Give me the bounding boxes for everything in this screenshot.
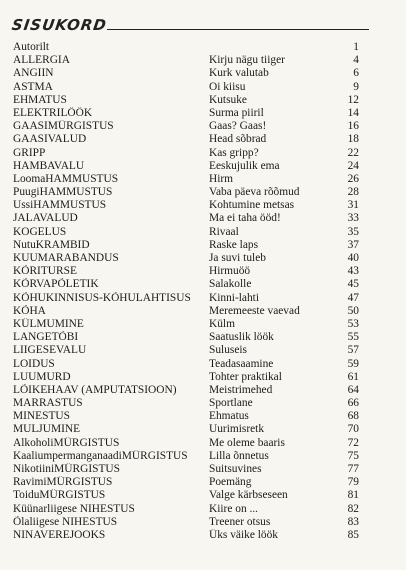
topic-name: LOIDUS: [13, 357, 55, 370]
topic-name: KÕRITURSE: [13, 265, 77, 278]
story-title: Raske laps: [209, 238, 259, 251]
page-number: 37: [347, 238, 359, 251]
story-title: Kutsuke: [209, 93, 247, 106]
page-number: 40: [347, 252, 359, 264]
story-title: Me oleme baaris: [209, 436, 285, 449]
page-number: 43: [347, 265, 359, 278]
toc-entry: [13, 94, 359, 107]
toc-entry: [13, 173, 359, 186]
toc-entry: [13, 292, 359, 305]
topic-name: GAASIVALUD: [13, 133, 87, 146]
story-title: Uurimisretk: [209, 423, 265, 436]
story-title: Treener otsus: [209, 515, 271, 528]
story-title: Külm: [209, 317, 235, 330]
page-number: 26: [347, 172, 359, 185]
story-title: Meistrimehed: [209, 383, 273, 396]
page-number: 77: [347, 463, 359, 475]
story-title: Head sõbrad: [209, 133, 267, 146]
page-number: 4: [353, 54, 359, 67]
title-underline: [107, 29, 369, 30]
toc-entry: [13, 384, 359, 397]
toc-entry: [13, 344, 359, 357]
story-title: Teadasaamine: [209, 357, 274, 370]
toc-entry: [13, 463, 359, 476]
topic-name: KÕHUKINNISUS-KÕHULAHTISUS: [13, 291, 191, 304]
topic-name: KÕHA: [13, 304, 46, 317]
story-title: Meremeeste vaevad: [209, 304, 300, 317]
toc-list: [13, 41, 359, 542]
toc-entry: [13, 107, 359, 120]
toc-entry: [13, 450, 359, 463]
story-title: Gaas? Gaas!: [209, 120, 267, 133]
page-number: 9: [353, 80, 359, 93]
story-title: Kurk valutab: [209, 67, 269, 80]
toc-entry: [13, 67, 359, 80]
topic-name: NutuKRAMBID: [13, 238, 90, 251]
topic-name: MULJUMINE: [13, 423, 81, 436]
story-title: Vaba päeva rõõmud: [209, 186, 300, 199]
topic-name: PuugiHAMMUSTUS: [13, 186, 113, 199]
story-title: Ja suvi tuleb: [209, 252, 266, 264]
story-title: Saatuslik löök: [209, 331, 274, 344]
page-number: 53: [347, 317, 359, 330]
topic-name: HAMBAVALU: [13, 159, 85, 172]
page-number: 68: [347, 410, 359, 423]
toc-entry: [13, 41, 359, 54]
story-title: Rivaal: [209, 225, 239, 238]
toc-entry: [13, 147, 359, 160]
page-number: 12: [347, 93, 359, 106]
story-title: Kohtumine metsas: [209, 199, 295, 212]
story-title: Kirju nägu tiiger: [209, 54, 285, 67]
page-number: 1: [353, 41, 359, 53]
story-title: Kas gripp?: [209, 146, 259, 159]
topic-name: AlkoholiMÜRGISTUS: [13, 436, 120, 449]
topic-name: LoomaHAMMUSTUS: [13, 172, 119, 185]
topic-name: KUUMARABANDUS: [13, 252, 119, 264]
toc-entry: [13, 358, 359, 371]
topic-name: ToiduMÜRGISTUS: [13, 489, 106, 502]
story-title: Kiire on ...: [209, 502, 259, 515]
toc-entry: [13, 476, 359, 489]
toc-entry: [13, 437, 359, 450]
page-number: 50: [347, 304, 359, 317]
topic-name: KaaliumpermanganaadiMÜRGISTUS: [13, 449, 188, 462]
toc-entry: [13, 120, 359, 133]
page-number: 45: [347, 278, 359, 291]
page-number: 82: [347, 502, 359, 515]
story-title: Kinni-lahti: [209, 291, 259, 304]
toc-entry: [13, 186, 359, 199]
toc-header: [12, 16, 368, 36]
toc-entry: [13, 331, 359, 344]
page-number: 79: [347, 476, 359, 489]
toc-entry: [13, 318, 359, 331]
story-title: Surma piiril: [209, 106, 264, 119]
topic-name: GRIPP: [13, 146, 46, 159]
story-title: Suluseis: [209, 344, 247, 357]
topic-name: Autorilt: [13, 41, 50, 53]
page-number: 22: [347, 146, 359, 159]
page-number: 35: [347, 225, 359, 238]
topic-name: ASTMA: [13, 80, 53, 93]
topic-name: ANGIIN: [13, 67, 54, 80]
story-title: Lilla õnnetus: [209, 449, 269, 462]
page-number: 14: [347, 106, 359, 119]
toc-entry: [13, 278, 359, 291]
toc-entry: [13, 489, 359, 502]
page-number: 61: [347, 370, 359, 383]
toc-entry: [13, 265, 359, 278]
toc-entry: [13, 252, 359, 265]
page-number: 31: [347, 199, 359, 212]
toc-entry: [13, 226, 359, 239]
page-number: 18: [347, 133, 359, 146]
page-number: 64: [347, 383, 359, 396]
topic-name: KÜLMUMINE: [13, 317, 84, 330]
toc-entry: [13, 529, 359, 542]
topic-name: Küünarliigese NIHESTUS: [13, 502, 135, 515]
page-number: 81: [347, 489, 359, 502]
topic-name: ALLERGIA: [13, 54, 70, 67]
topic-name: LIIGESEVALU: [13, 344, 87, 357]
story-title: Ma ei taha ööd!: [209, 212, 281, 225]
toc-entry: [13, 397, 359, 410]
page-number: 6: [353, 67, 359, 80]
topic-name: LUUMURD: [13, 370, 71, 383]
toc-entry: [13, 199, 359, 212]
page-number: 16: [347, 120, 359, 133]
toc-entry: [13, 410, 359, 423]
page-number: 55: [347, 331, 359, 344]
page-number: 66: [347, 397, 359, 410]
page-number: 24: [347, 159, 359, 172]
page-title: SISUKORD: [10, 16, 109, 34]
story-title: Salakolle: [209, 278, 252, 291]
toc-entry: [13, 423, 359, 436]
toc-entry: [13, 160, 359, 173]
toc-entry: [13, 305, 359, 318]
toc-entry: [13, 503, 359, 516]
toc-entry: [13, 371, 359, 384]
topic-name: NikotiiniMÜRGISTUS: [13, 463, 120, 475]
topic-name: EHMATUS: [13, 93, 67, 106]
story-title: Eeskujulik ema: [209, 159, 280, 172]
page-number: 47: [347, 291, 359, 304]
story-title: Ehmatus: [209, 410, 249, 423]
topic-name: KOGELUS: [13, 225, 67, 238]
story-title: Hirmuöö: [209, 265, 251, 278]
story-title: Valge kärbseseen: [209, 489, 288, 502]
topic-name: Õlaliigese NIHESTUS: [13, 515, 118, 528]
story-title: Oi kiisu: [209, 80, 246, 93]
topic-name: JALAVALUD: [13, 212, 78, 225]
page-number: 33: [347, 212, 359, 225]
story-title: Sportlane: [209, 397, 253, 410]
topic-name: LÕIKEHAAV (AMPUTATSIOON): [13, 383, 177, 396]
toc-entry: [13, 54, 359, 67]
page-number: 85: [347, 528, 359, 541]
story-title: Suitsuvines: [209, 463, 262, 475]
page-number: 28: [347, 186, 359, 199]
topic-name: KÕRVAPÕLETIK: [13, 278, 99, 291]
topic-name: MINESTUS: [13, 410, 70, 423]
topic-name: MARRASTUS: [13, 397, 83, 410]
page-number: 70: [347, 423, 359, 436]
page-number: 83: [347, 515, 359, 528]
page-number: 72: [347, 436, 359, 449]
toc-entry: [13, 516, 359, 529]
topic-name: NINAVEREJOOKS: [13, 528, 106, 541]
story-title: Tohter praktikal: [209, 370, 282, 383]
toc-entry: [13, 239, 359, 252]
toc-entry: [13, 212, 359, 225]
topic-name: RavimiMÜRGISTUS: [13, 476, 113, 489]
topic-name: ELEKTRILÖÖK: [13, 106, 93, 119]
toc-entry: [13, 133, 359, 146]
topic-name: GAASIMÜRGISTUS: [13, 120, 114, 133]
story-title: Üks väike löök: [209, 528, 278, 541]
topic-name: UssiHAMMUSTUS: [13, 199, 107, 212]
page-number: 59: [347, 357, 359, 370]
topic-name: LANGETÕBI: [13, 331, 79, 344]
story-title: Poemäng: [209, 476, 252, 489]
toc-entry: [13, 81, 359, 94]
page-number: 75: [347, 449, 359, 462]
story-title: Hirm: [209, 172, 234, 185]
page-number: 57: [347, 344, 359, 357]
